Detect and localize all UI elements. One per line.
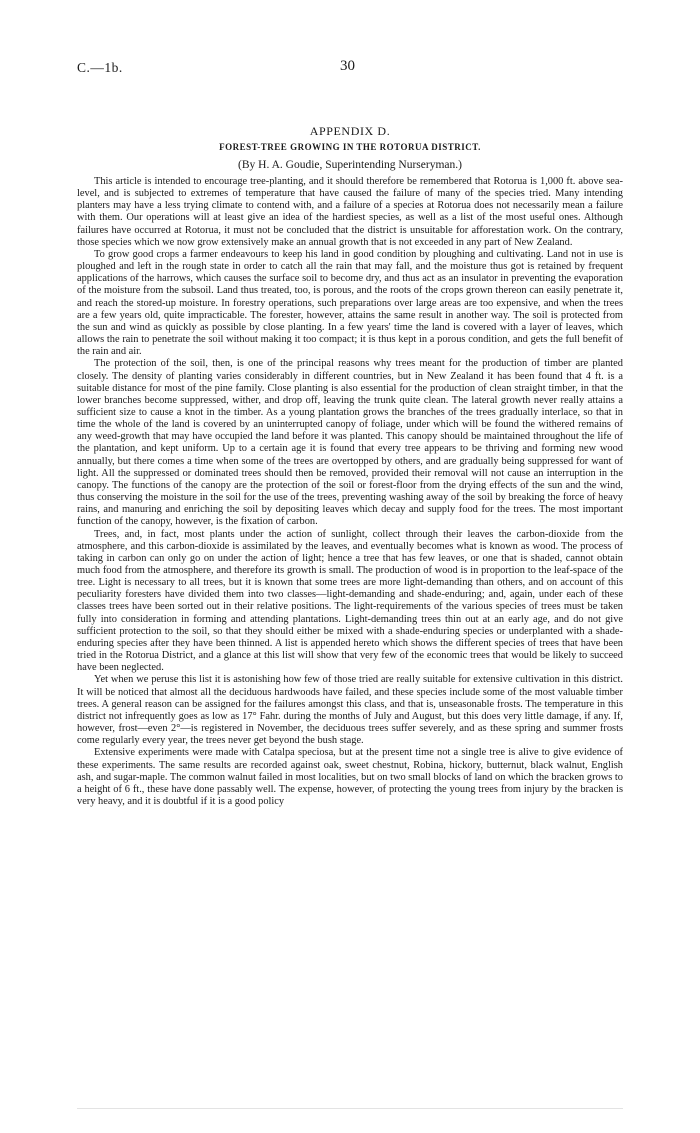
appendix-title: APPENDIX D. [309,124,391,138]
paragraph: Yet when we peruse this list it is astonishing how few of those tried are really suitable for extensive cultivation in this district. It will be noticed that almost all the deciduous hardwoods have failed, and these species include some of the most valuable timber trees. A general reason can be assigned for the failures amongst this class, and that is, unseasonable frosts. The temperature in this district not infrequently goes as low as 17° Fahr. during the months of July and August, but this does very little damage, if any. If, however, frost—even 2°—is registered in November, the deciduous trees suffer severely, and as these spring and summer frosts come regularly every year, the trees never get beyond the bush stage. [77,674,623,747]
paragraph: Extensive experiments were made with Catalpa speciosa, but at the present time not a single tree is alive to give evidence of these experiments. The same results are recorded against oak, sweet chestnut, Robina, hickory, butternut, black walnut, English ash, and sugar-maple. The common walnut failed in most localities, but on two small blocks of land on which the bracken grows to a height of 6 ft., these have done passably well. The expense, however, of protecting the young trees from injury by the bracken is very heavy, and it is doubtful if it is a good policy [77,747,623,807]
page-number: 30 [340,58,355,74]
paragraph: Trees, and, in fact, most plants under the action of sunlight, collect through their leaves the carbon-dioxide from the atmosphere, and this carbon-dioxide is assimilated by the leaves, and eventually becomes what is known as wood. The process of taking in carbon can only go on under the action of light; hence a tree that has few leaves, or one that is shaded, cannot obtain much food from the atmosphere, and therefore its growth is small. The production of wood is in proportion to the leaf-space of the tree. Light is necessary to all trees, but it is known that some trees are more light-demanding than others, and on account of this peculiarity foresters have divided them into two classes—light-demanding and shade-enduring; and, again, under each of these classes trees have been sorted out in their relative positions. The light-requirements of the various species of trees must be taken fully into consideration in forming and attending plantations. Light-demanding trees thin out at an early age, and do not give sufficient protection to the soil, so that they should either be mixed with a shade-enduring species or underplanted with a shade-enduring species after they have been thinned. A list is appended hereto which shows the different species of trees that have been tried in the Rotorua District, and a glance at this list will show that very few of the economic trees that would be likely to succeed have been neglected. [77,528,623,674]
article-body [77,176,623,808]
paragraph: The protection of the soil, then, is one of the principal reasons why trees meant for the production of timber are planted closely. The density of planting varies considerably in different countries, but in New Zealand it has been found that 4 ft. is a suitable distance for most of the pine family. Close planting is also essential for the production of clean straight timber, in that the lower branches become suppressed, wither, and drop off, leaving the trunk quite clean. The lateral growth never really attains a sufficient size to cause a knot in the timber. As a young plantation grows the branches of the trees gradually interlace, so that in time the whole of the land is covered by an uninterrupted canopy of foliage, under which will be found the withered remains of any weed-growth that may have occupied the land before it was planted. This canopy should be maintained throughout the life of the plantation, and kept uniform. Up to a certain age it is found that every tree appears to be thriving and forming new wood annually, but there comes a time when some of the trees are overtopped by others, and are gradually being suppressed for want of light. All the suppressed or dominated trees should then be removed, provided their removal will not cause an interruption in the canopy. The functions of the canopy are the protection of the soil or forest-floor from the drying effects of the sun and the wind, thus conserving the moisture in the soil for the use of the trees, preventing washing away of the soil by breaking the force of heavy rains, and manuring and enriching the soil by depositing leaves which decay and supply food for the trees. The most important function of the canopy, however, is the fixation of carbon. [77,358,623,528]
article-subtitle: FOREST-TREE GROWING IN THE ROTORUA DISTRICT. [219,142,481,152]
running-header: C.—1b. [77,60,123,75]
paragraph: To grow good crops a farmer endeavours to keep his land in good condition by ploughing and cultivating. Land not in use is ploughed and left in the rough state in order to catch all the rain that may fall, and the moisture thus got is retained by frequent applications of the harrows, which causes the surface soil to become dry, and thus act as an insulator in preventing the evaporation of the moisture from the subsoil. Land thus treated, too, is porous, and the roots of the crops grown thereon can easily penetrate it, and reach the stored-up moisture. In forestry operations, such preparations over large areas are too expensive, and when the trees are a few years old, quite impracticable. The forester, however, attains the same result in another way. The soil is protected from the sun and wind as quickly as possible by close planting. In a few years' time the land is covered with a layer of leaves, which allows the rain to penetrate the soil without making it too compact; it is thus kept in a porous condition, and gets the full benefit of the rain and air. [77,248,623,358]
author-byline: (By H. A. Goudie, Superintending Nurseryman.) [238,159,462,171]
paragraph: This article is intended to encourage tree-planting, and it should therefore be remembered that Rotorua is 1,000 ft. above sea-level, and is subjected to extremes of temperature that have caused the failure of many of the species tried. Many intending planters may have a less trying climate to contend with, and a failure of a species at Rotorua does not necessarily mean a failure with them. Our operations will at least give an idea of the hardiest species, as well as a list of the most useful ones. Although failures have occurred at Rotorua, it must not be concluded that the district is unsuitable for afforestation work. On the contrary, those species which we now grow extensively make an annual growth that is not exceeded in any part of New Zealand. [77,176,623,248]
footer-rule [77,1108,623,1109]
